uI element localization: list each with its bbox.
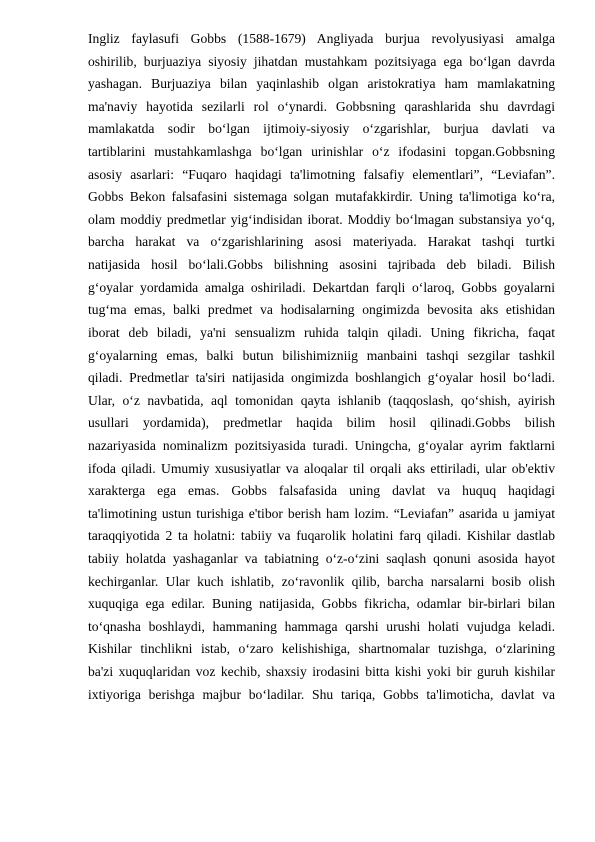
text-line: tug‘ma emas, balki predmet va hodisalarning ongimizda bevosita aks etishidan	[88, 302, 555, 318]
text-line: taraqqiyotida 2 ta holatni: tabiiy va fuqarolik holatini farq qiladi. Kishilar dastlab	[88, 528, 555, 544]
text-line: ixtiyoriga berishga majbur bo‘ladilar. Shu tariqa, Gobbs ta'limoticha, davlat va	[88, 686, 555, 702]
text-line: olam moddiy predmetlar yig‘indisidan iborat. Moddiy bo‘lmagan substansiya yo‘q,	[88, 211, 555, 227]
text-line: kechirganlar. Ular kuch ishlatib, zo‘ravonlik qilib, barcha narsalarni bosib olish	[88, 573, 555, 589]
text-line: mamlakatda sodir bo‘lgan ijtimoiy-siyosiy o‘zgarishlar, burjua davlati va	[88, 121, 555, 137]
text-line: oshirilib, burjuaziya siyosiy jihatdan mustahkam pozitsiyaga ega bo‘lgan davrda	[88, 53, 555, 69]
text-line: Ular, o‘z navbatida, aql tomonidan qayta ishlanib (taqqoslash, qo‘shish, ayirish	[88, 392, 555, 408]
text-line: tabiiy holatda yashaganlar va tabiatning o‘z-o‘zini saqlash qonuni asosida hayot	[88, 551, 555, 567]
text-line: g‘oyalarning emas, balki butun bilishimizniig manbaini tashqi sezgilar tashkil	[88, 347, 555, 363]
text-line: asosiy asarlari: “Fuqaro haqidagi ta'limotning falsafiy elementlari”, “Leviafan”.	[88, 166, 555, 182]
text-line: to‘qnasha boshlaydi, hammaning hammaga qarshi urushi holati vujudga keladi.	[88, 618, 555, 634]
text-line: Gobbs Bekon falsafasini sistemaga solgan mutafakkirdir. Uning ta'limotiga ko‘ra,	[88, 189, 555, 205]
text-line: natijasida hosil bo‘lali.Gobbs bilishning asosini tajribada deb biladi. Bilish	[88, 257, 555, 273]
text-line: ma'naviy hayotida sezilarli rol o‘ynardi. Gobbsning qarashlarida shu davrdagi	[88, 98, 555, 114]
text-line: xuquqiga ega edilar. Buning natijasida, Gobbs fikricha, odamlar bir-birlari bilan	[88, 596, 555, 612]
text-line: Kishilar tinchlikni istab, o‘zaro kelishishiga, shartnomalar tuzishga, o‘zlarining	[88, 641, 555, 657]
text-line: iborat deb biladi, ya'ni sensualizm ruhida talqin qiladi. Uning fikricha, faqat	[88, 324, 555, 340]
text-line: ifoda qiladi. Umumiy xususiyatlar va aloqalar til orqali aks ettiriladi, ular ob'ektiv	[88, 460, 555, 476]
text-line: xarakterga ega emas. Gobbs falsafasida uning davlat va huquq haqidagi	[88, 483, 555, 499]
text-line: ba'zi xuquqlaridan voz kechib, shaxsiy irodasini bitta kishi yoki bir guruh kishilar	[88, 664, 555, 680]
text-line: nazariyasida nominalizm pozitsiyasida turadi. Uningcha, g‘oyalar ayrim faktlarni	[88, 437, 555, 453]
text-line: ta'limotining ustun turishiga e'tibor berish ham lozim. “Leviafan” asarida u jamiyat	[88, 505, 555, 521]
text-line: g‘oyalar yordamida amalga oshiriladi. Dekartdan farqli o‘laroq, Gobbs goyalarni	[88, 279, 555, 295]
text-line: qiladi. Predmetlar ta'siri natijasida ongimizda boshlangich g‘oyalar hosil bo‘ladi.	[88, 370, 555, 386]
body-paragraph	[88, 28, 555, 706]
text-line: barcha harakat va o‘zgarishlarining asosi materiyada. Harakat tashqi turtki	[88, 234, 555, 250]
text-line: tartiblarini mustahkamlashga bo‘lgan urinishlar o‘z ifodasini topgan.Gobbsning	[88, 144, 555, 160]
text-line: usullari yordamida), predmetlar haqida bilim hosil qilinadi.Gobbs bilish	[88, 415, 555, 431]
text-line: yashagan. Burjuaziya bilan yaqinlashib olgan aristokratiya ham mamlakatning	[88, 76, 555, 92]
text-line: Ingliz faylasufi Gobbs (1588-1679) Angliyada burjua revolyusiyasi amalga	[88, 31, 555, 46]
